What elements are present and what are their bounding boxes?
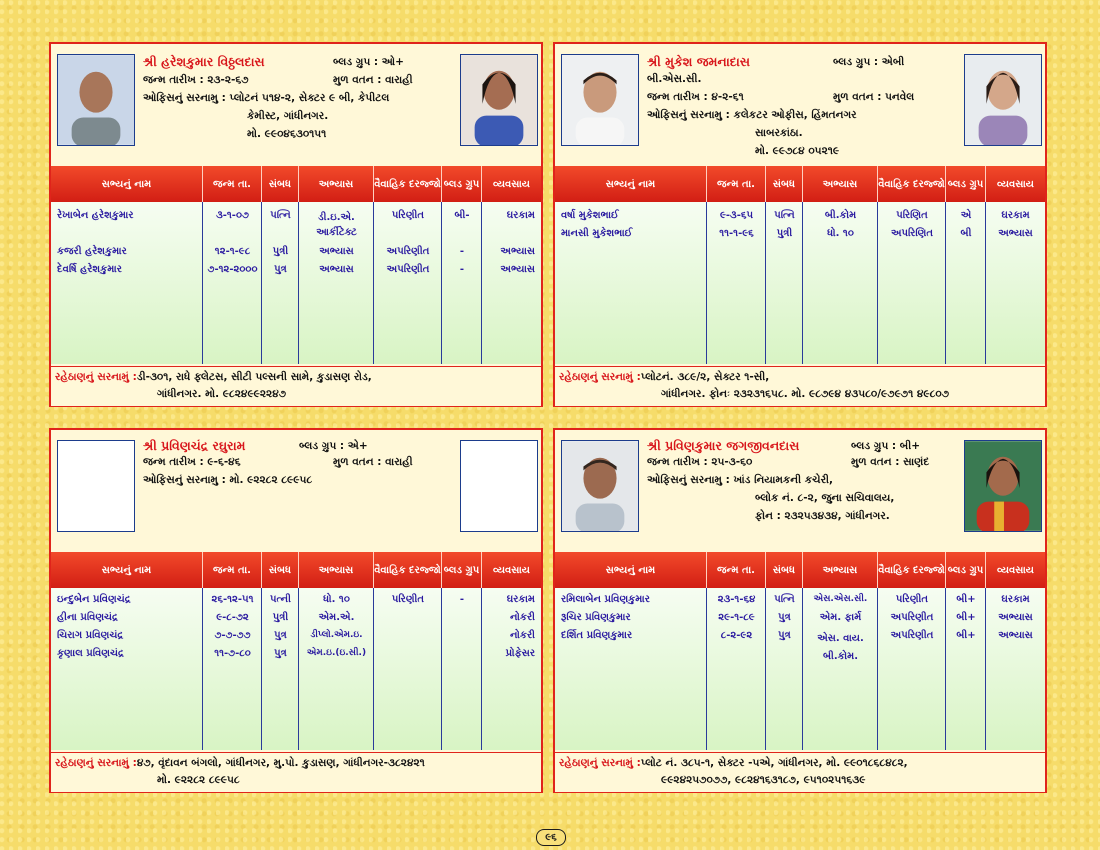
birth-date: જન્મ તારીખ : ૨૫-૩-૬૦	[647, 456, 753, 468]
native-place: મુળ વતન : પનવેલ	[833, 91, 915, 103]
member-marital: અપરિણીત	[386, 264, 430, 275]
address-label: રહેઠાણનું સરનામું :	[55, 757, 137, 769]
office-address: ઓફિસનું સરનામુ : કલેકટર ઓફીસ, હિંમતનગર	[647, 109, 857, 121]
member-dob: ૨૩-૧-૬૪	[717, 594, 756, 605]
header-relation: સંબધ	[262, 166, 299, 202]
header-relation: સંબધ	[766, 552, 803, 588]
address-line-1: ૪૭, વૃંદાવન બંગલો, ગાંધીનગર, મુ.પો. કુડાસણ, ગાંધીનગર-૩૮૨૪૨૧	[136, 757, 425, 769]
member-name: કજરી હરેશકુમાર	[57, 246, 127, 257]
column	[374, 202, 442, 364]
header-marital: વૈવાહિક દરજ્જો	[878, 552, 946, 588]
member-dob: ૭-૭-૭૭	[214, 630, 251, 641]
head-name: શ્રી પ્રવિણકુમાર જગજીવનદાસ	[647, 438, 800, 453]
member-dob: ૧૧-૭-૮૦	[214, 648, 251, 659]
member-relation: પત્નિ	[774, 594, 795, 605]
member-education: એસ.એસ.સી.	[813, 594, 868, 604]
office-address: ઓફિસનું સરનામુ : મો. ૯૨૨૮૨ ૮૯૯૫૮	[143, 474, 313, 486]
member-occupation: પ્રોફેસર	[505, 648, 535, 659]
head-name: શ્રી પ્રવિણચંદ્ર રઘુરામ	[143, 438, 246, 453]
member-relation: પુત્રી	[272, 246, 289, 257]
member-relation: પુત્ર	[274, 630, 287, 641]
address-label: રહેઠાણનું સરનામું :	[559, 757, 641, 769]
birth-date: જન્મ તારીખ : ૨૩-૨-૬૭	[143, 74, 249, 86]
card-header	[555, 430, 1045, 552]
member-occupation: ઘરકામ	[1001, 210, 1030, 221]
member-occupation: ઘરકામ	[506, 594, 535, 605]
header-occupation: વ્યવસાય	[493, 564, 530, 576]
member-name: ઇન્દુબેન પ્રવિણચંદ્ર	[57, 594, 131, 605]
header-name: સભ્યનું નામ	[51, 552, 203, 588]
member-dob: ૯-૮-૭૨	[216, 612, 249, 623]
office-address-2: સાબરકાંઠા.	[755, 127, 803, 139]
family-card	[49, 428, 543, 793]
native-place: મુળ વતન : વારાહી	[333, 74, 413, 86]
birth-date: જન્મ તારીખ : ૯-૬-૪૬	[143, 456, 241, 468]
member-relation: પુત્ર	[274, 264, 287, 275]
spouse-photo	[964, 440, 1042, 532]
header-relation: સંબધ	[766, 166, 803, 202]
column	[482, 202, 541, 364]
column	[946, 202, 986, 364]
member-marital: અપરિણિત	[890, 228, 934, 239]
member-occupation: અભ્યાસ	[998, 612, 1033, 623]
member-name: ચિરાગ પ્રવિણચંદ્ર	[57, 630, 124, 641]
header-blood: બ્લડ ગ્રુપ	[946, 166, 986, 202]
header-dob: જન્મ તા.	[203, 166, 262, 202]
member-dob: ૨૬-૧૨-૫૧	[211, 594, 254, 605]
column	[878, 202, 946, 364]
member-education: બી.કોમ	[824, 210, 857, 221]
header-name: સભ્યનું નામ	[555, 166, 707, 202]
member-education: એમ. ફાર્મ	[819, 612, 862, 623]
head-name: શ્રી હરેશકુમાર વિઠ્ઠલદાસ	[143, 54, 265, 69]
column	[803, 202, 878, 364]
header-dob: જન્મ તા.	[203, 552, 262, 588]
member-marital: પરિણીત	[391, 594, 425, 605]
member-relation: પત્ની	[270, 594, 291, 605]
member-occupation: નોકરી	[509, 630, 535, 641]
header-blood: બ્લડ ગ્રુપ	[442, 166, 482, 202]
column	[766, 202, 803, 364]
header-blood: બ્લડ ગ્રુપ	[442, 552, 482, 588]
member-marital: અપરિણીત	[386, 246, 430, 257]
member-marital: પરિણીત	[391, 210, 425, 221]
member-blood: બી+	[956, 612, 976, 623]
member-occupation: ઘરકામ	[506, 210, 535, 221]
member-name: દેવર્ષિ હરેશકુમાર	[57, 264, 122, 275]
office-phone: મો. ૯૯૭૮૪ ૦૫૨૧૯	[755, 145, 840, 157]
header-occupation: વ્યવસાય	[997, 178, 1034, 190]
member-relation: પુત્રી	[272, 612, 289, 623]
member-education: ધો. ૧૦	[827, 228, 854, 239]
page-number: ૯૬	[536, 829, 566, 846]
office-address-2: કેમીસ્ટ, ગાંધીનગર.	[247, 110, 329, 122]
office-phone: ફોન : ૨૩૨૫૩૪૩૪, ગાંધીનગર.	[755, 510, 890, 522]
blood-group: બ્લડ ગ્રુપ : એબી	[833, 56, 905, 68]
address-label: રહેઠાણનું સરનામું :	[559, 371, 641, 383]
card-header	[51, 44, 541, 166]
member-name: માનસી મુકેશભાઈ	[561, 228, 633, 239]
native-place: મુળ વતન : સાણંદ	[851, 456, 930, 468]
head-name: શ્રી મુકેશ જમનાદાસ	[647, 54, 750, 69]
blood-group: બ્લડ ગ્રુપ : ઓ+	[333, 56, 404, 68]
member-education: ડી.ઇ.એ. આર્કીટેક્ટ	[316, 212, 357, 238]
member-name: હીના પ્રવિણચંદ્ર	[57, 612, 118, 623]
column	[51, 202, 203, 364]
table-header	[555, 166, 1045, 202]
header-education: અભ્યાસ	[299, 552, 374, 588]
member-relation: પુત્રી	[776, 228, 793, 239]
member-blood: બી+	[956, 630, 976, 641]
column	[986, 202, 1045, 364]
column	[555, 202, 707, 364]
member-name: વર્ષા મુકેશભાઈ	[561, 210, 619, 221]
member-blood: -	[459, 594, 465, 605]
member-dob: ૯-૩-૬૫	[719, 210, 754, 221]
header-dob: જન્મ તા.	[707, 552, 766, 588]
member-occupation: નોકરી	[509, 612, 535, 623]
address-line-1: પ્લોટનં. ૩૮૯/૨, સેક્ટર ૧-સી,	[640, 371, 770, 383]
address-label: રહેઠાણનું સરનામું :	[55, 371, 137, 383]
member-occupation: ઘરકામ	[1001, 594, 1030, 605]
header-relation: સંબધ	[262, 552, 299, 588]
address-line-2: ગાંધીનગર. મો. ૯૮૨૪૯૯૨૨૪૭	[157, 388, 287, 400]
header-education: અભ્યાસ	[803, 552, 878, 588]
member-blood: બી	[960, 228, 972, 239]
header-dob: જન્મ તા.	[707, 166, 766, 202]
header-occupation: વ્યવસાય	[997, 564, 1034, 576]
member-dob: ૮-૨-૯૨	[720, 630, 753, 641]
member-dob: ૩-૧-૦૭	[216, 210, 249, 221]
member-name: કૃણાલ પ્રવિણચંદ્ર	[57, 648, 124, 659]
office-address: ઓફિસનું સરનામુ : ખાંડ નિયામકની કચેરી,	[647, 474, 833, 486]
address-line-2: ૯૯૨૪૨૫૭૦૭૭, ૯૮૨૪૧૬૩૧૮૭, ૯૫૧૦૨૫૧૬૩૯	[661, 774, 866, 786]
column	[442, 588, 482, 750]
member-name: દર્શિત પ્રવિણકુમાર	[561, 630, 633, 641]
column	[707, 202, 766, 364]
office-phone: મો. ૯૯૦૪૬૩૦૧૫૧	[247, 128, 327, 140]
header-marital: વૈવાહિક દરજ્જો	[878, 166, 946, 202]
residence-address	[51, 752, 541, 792]
native-place: મુળ વતન : વારાહી	[333, 456, 413, 468]
member-blood: -	[459, 264, 465, 275]
member-education: ધો. ૧૦	[323, 594, 350, 605]
spouse-photo-placeholder	[460, 440, 538, 532]
column	[374, 588, 442, 750]
column	[442, 202, 482, 364]
members-table	[555, 166, 1045, 364]
member-marital: અપરિણીત	[890, 630, 934, 641]
residence-address	[555, 752, 1045, 792]
member-name: રમિલાબેન પ્રવિણકુમાર	[561, 594, 650, 605]
column	[203, 202, 262, 364]
column	[262, 202, 299, 364]
family-card	[553, 428, 1047, 793]
member-education: એમ.ઇ.(ઇ.સી.)	[306, 648, 367, 658]
address-line-2: ગાંધીનગર. ફોનઃ ૨૩૨૩૧૬૫૮. મો. ૯૮૭૯૪ ૪૩૫૮૦/૯૭૯૭૧ ૪૯૮૦૭	[661, 388, 950, 400]
member-relation: પત્નિ	[270, 210, 291, 221]
member-relation: પત્નિ	[774, 210, 795, 221]
member-relation: પુત્ર	[274, 648, 287, 659]
family-card	[49, 42, 543, 407]
birth-date: જન્મ તારીખ : ૪-૨-૬૧	[647, 91, 744, 103]
member-occupation: અભ્યાસ	[998, 630, 1033, 641]
member-marital: પરિણીત	[895, 594, 929, 605]
table-header	[51, 552, 541, 588]
office-address-2: બ્લોક નં. ૮-૨, જુના સચિવાલય,	[755, 492, 895, 504]
member-blood: બી+	[956, 594, 976, 605]
header-name: સભ્યનું નામ	[51, 166, 203, 202]
member-education: એમ.એ.	[318, 612, 355, 623]
member-dob: ૧૨-૧-૯૮	[214, 246, 251, 257]
members-table	[51, 166, 541, 364]
member-name: રૂચિર પ્રવિણકુમાર	[561, 612, 631, 623]
member-photo-placeholder	[57, 440, 135, 532]
address-line-1: ડી-૩૦૧, રાધે ફ્લેટસ, સીટી પલ્સની સામે, કુડાસણ રોડ,	[136, 371, 372, 383]
blood-group: બ્લડ ગ્રુપ : એ+	[299, 440, 368, 452]
header-education: અભ્યાસ	[299, 166, 374, 202]
member-marital: પરિણિત	[896, 210, 928, 221]
address-line-2: મો. ૯૨૨૮૨ ૮૯૯૫૮	[157, 774, 240, 786]
member-dob: ૨૯-૧-૮૯	[718, 612, 755, 623]
office-address: ઓફિસનું સરનામુ : પ્લોટનં ૫૧૪-૨, સેક્ટર ૯ બી, કેપીટલ	[143, 92, 390, 104]
member-education: એસ. વાય. બી.કોમ.	[817, 633, 864, 662]
member-photo	[57, 54, 135, 146]
members-table	[555, 552, 1045, 750]
member-occupation: અભ્યાસ	[500, 246, 535, 257]
member-occupation: અભ્યાસ	[998, 228, 1033, 239]
residence-address	[51, 366, 541, 406]
header-blood: બ્લડ ગ્રુપ	[946, 552, 986, 588]
header-occupation: વ્યવસાય	[493, 178, 530, 190]
member-blood: બી-	[454, 210, 470, 221]
residence-address	[555, 366, 1045, 406]
member-photo	[561, 440, 639, 532]
header-marital: વૈવાહિક દરજ્જો	[374, 552, 442, 588]
address-line-1: પ્લોટ નં. ૩૮૫-૧, સેક્ટર -૫એ, ગાંધીનગર, મો. ૯૯૦૧૮૬૮૪૮૨,	[640, 757, 908, 769]
member-blood: -	[459, 246, 465, 257]
blood-group: બ્લડ ગ્રુપ : બી+	[851, 440, 920, 452]
header-name: સભ્યનું નામ	[555, 552, 707, 588]
card-header	[555, 44, 1045, 166]
member-name: રેખાબેન હરેશકુમાર	[57, 210, 134, 221]
member-relation: પુત્ર	[778, 630, 791, 641]
member-dob: ૧૧-૧-૯૬	[719, 228, 754, 239]
members-table	[51, 552, 541, 750]
member-blood: એ	[960, 210, 972, 221]
family-card	[553, 42, 1047, 407]
table-header	[51, 166, 541, 202]
member-occupation: અભ્યાસ	[500, 264, 535, 275]
header-education: અભ્યાસ	[803, 166, 878, 202]
member-education: ડીપ્લો.એમ.ઇ.	[310, 630, 363, 640]
member-dob: ૭-૧૨-૨૦૦૦	[207, 264, 258, 275]
member-education: અભ્યાસ	[319, 246, 354, 257]
member-relation: પુત્ર	[778, 612, 791, 623]
member-marital: અપરિણીત	[890, 612, 934, 623]
spouse-photo	[460, 54, 538, 146]
spouse-photo	[964, 54, 1042, 146]
header-marital: વૈવાહિક દરજ્જો	[374, 166, 442, 202]
education: બી.એસ.સી.	[647, 73, 702, 85]
table-header	[555, 552, 1045, 588]
member-photo	[561, 54, 639, 146]
card-header	[51, 430, 541, 552]
member-education: અભ્યાસ	[319, 264, 354, 275]
